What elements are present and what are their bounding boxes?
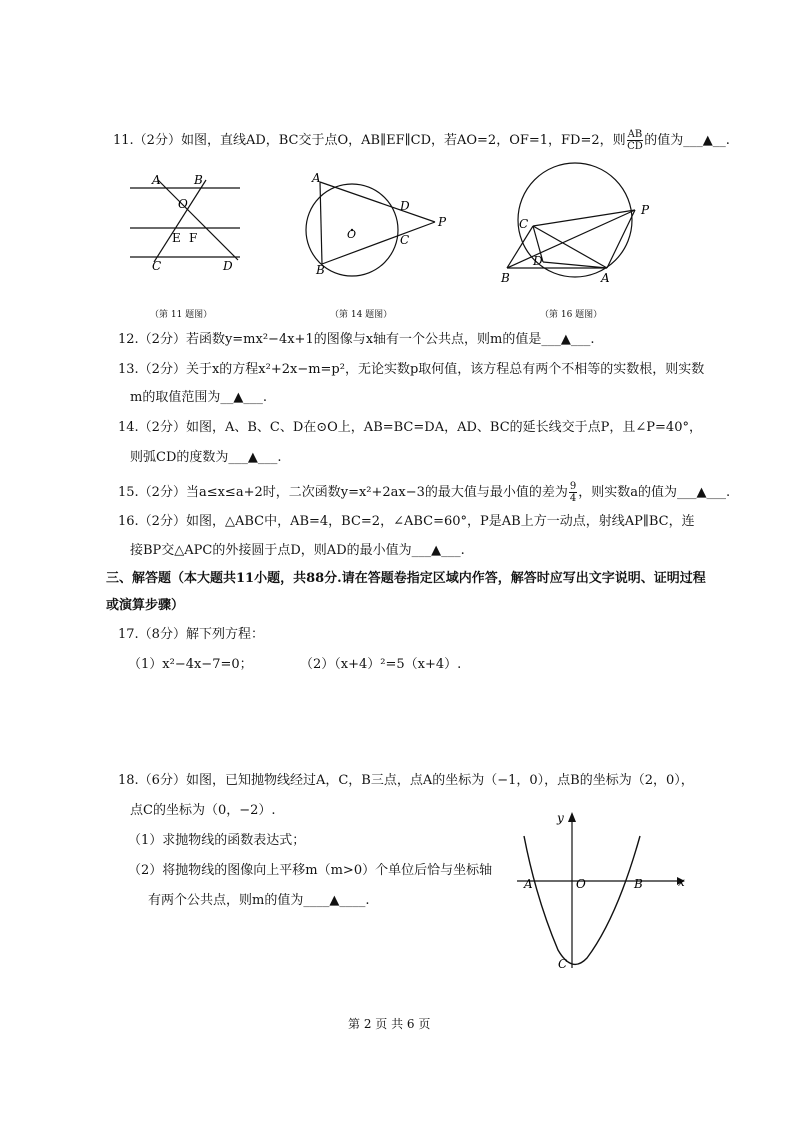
question-18: 18.（6分）如图，已知抛物线经过A，C，B三点，点A的坐标为（−1，0），点B的坐标为（2，0），: [118, 773, 694, 788]
label-P: P: [641, 203, 650, 217]
question-18-part2: （2）将抛物线的图像向上平移m（m>0）个单位后恰与坐标轴: [128, 863, 493, 878]
question-17-part2: （2）（x+4）²=5（x+4）.: [300, 657, 462, 672]
label-y: y: [557, 811, 564, 825]
fraction-9-4: $\frac{9}{4}$: [569, 481, 577, 504]
label-O: O: [178, 197, 188, 211]
question-18-cont: 点C的坐标为（0，−2）.: [130, 803, 276, 818]
figure-14-caption: （第 14 题图）: [330, 310, 393, 320]
figure-16: [495, 160, 665, 290]
label-D: D: [223, 259, 233, 273]
question-12: 12.（2分）若函数y=mx²−4x+1的图像与x轴有一个公共点，则m的值是___▲___.: [118, 332, 595, 347]
question-15: 15.（2分）当a≤x≤a+2时，二次函数y=x²+2ax−3的最大值与最小值的差为 $\frac{9}{4}$ ，则实数a的值为___▲___.: [118, 481, 731, 504]
label-A: A: [312, 171, 321, 185]
question-16: 16.（2分）如图，△ABC中，AB=4，BC=2，∠ABC=60°，P是AB上方一动点，射线AP∥BC，连: [118, 514, 695, 529]
question-18-part2-cont: 有两个公共点，则m的值为____▲____.: [148, 893, 370, 908]
label-x: x: [678, 875, 685, 889]
question-13: 13.（2分）关于x的方程x²+2x−m=p²，无论实数p取何值，该方程总有两个不相等的实数根，则实数: [118, 362, 705, 377]
label-F: F: [189, 231, 198, 245]
label-A: A: [524, 877, 533, 891]
label-C: C: [558, 957, 568, 971]
answer-blank: ___▲__.: [683, 133, 730, 148]
page-footer: 第 2 页 共 6 页: [348, 1017, 431, 1031]
label-O: O: [347, 228, 357, 241]
figure-11: [130, 170, 250, 275]
question-17: 17.（8分）解下列方程：: [118, 627, 264, 642]
fraction-ab-cd: $\frac{AB}{CD}$: [627, 129, 643, 152]
question-11: 11.（2分）如图，直线AD，BC交于点O，AB∥EF∥CD，若AO=2，OF=1，FD=2，则 $\frac{AB}{CD}$ 的值为___▲__.: [113, 129, 730, 152]
question-13-cont: m的取值范围为__▲___.: [130, 390, 267, 405]
label-A: A: [152, 173, 161, 187]
label-C: C: [400, 233, 410, 247]
figure-11-caption: （第 11 题图）: [150, 310, 213, 320]
label-B: B: [634, 877, 643, 891]
label-C: C: [152, 259, 162, 273]
question-17-part1: （1）x²−4x−7=0；: [128, 657, 253, 672]
label-D: D: [400, 199, 410, 213]
label-A: A: [601, 271, 610, 285]
figure-18-parabola: [512, 808, 692, 976]
label-C: C: [519, 217, 529, 231]
figure-16-caption: （第 16 题图）: [540, 310, 603, 320]
label-E: E: [172, 231, 181, 245]
label-D: D: [533, 254, 543, 268]
label-B: B: [501, 271, 510, 285]
label-P: P: [438, 215, 447, 229]
label-O: O: [576, 877, 586, 891]
question-14: 14.（2分）如图，A、B、C、D在⊙O上，AB=BC=DA，AD、BC的延长线交于点P，且∠P=40°，: [118, 420, 702, 435]
question-14-cont: 则弧CD的度数为___▲___.: [130, 450, 282, 465]
section-3-heading-cont: 或演算步骤）: [106, 598, 185, 613]
section-3-heading: 三、解答题（本大题共11小题，共88分.请在答题卷指定区域内作答，解答时应写出文字说明、证明过程: [106, 571, 706, 586]
figure-14: [300, 168, 460, 278]
label-B: B: [194, 173, 203, 187]
label-B: B: [316, 263, 325, 277]
question-18-part1: （1）求抛物线的函数表达式；: [128, 833, 306, 848]
question-16-cont: 接BP交△APC的外接圆于点D，则AD的最小值为___▲___.: [130, 543, 465, 558]
